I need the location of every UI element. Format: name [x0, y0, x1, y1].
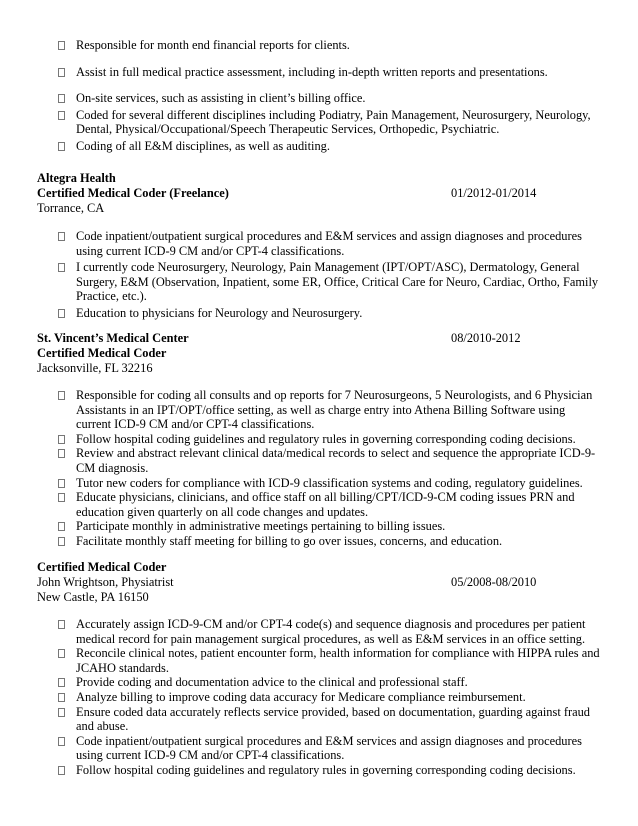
bullet-box-icon — [58, 41, 65, 50]
bullet-box-icon — [58, 94, 65, 103]
list-item: Coding of all E&M disciplines, as well as auditing. — [58, 139, 603, 154]
list-item: Assist in full medical practice assessment, including in-depth written reports and presentations. — [58, 65, 603, 80]
bullet-box-icon — [58, 493, 65, 502]
list-item: Follow hospital coding guidelines and regulatory rules in governing corresponding coding decisions. — [58, 432, 603, 447]
list-item: Responsible for coding all consults and op reports for 7 Neurosurgeons, 5 Neurologists, and 6 Physician Assistants in an IPT/OPT/office setting, as well as charge entry into Athena Billing Software using current ICD-9 CM and/or CPT-4 classifications. — [58, 388, 603, 432]
job-employer-line — [37, 575, 617, 590]
bullet-box-icon — [58, 479, 65, 488]
list-item: Analyze billing to improve coding data accuracy for Medicare compliance reimbursement. — [58, 690, 603, 705]
bullet-box-icon — [58, 232, 65, 241]
list-item: Code inpatient/outpatient surgical procedures and E&M services and assign diagnoses and procedures using current ICD-9 CM and/or CPT-4 classifications. — [58, 229, 603, 258]
bullet-box-icon — [58, 309, 65, 318]
list-item: Ensure coded data accurately reflects service provided, based on documentation, guarding against fraud and abuse. — [58, 705, 603, 734]
list-item: Tutor new coders for compliance with ICD-9 classification systems and coding, regulatory guidelines. — [58, 476, 603, 491]
list-item: Review and abstract relevant clinical data/medical records to select and sequence the appropriate ICD-9-CM diagnosis. — [58, 446, 603, 475]
job-dates: 01/2012-01/2014 — [451, 186, 537, 200]
list-item: Education to physicians for Neurology and Neurosurgery. — [58, 306, 603, 321]
job-title: Certified Medical Coder — [37, 346, 167, 360]
bullet-box-icon — [58, 68, 65, 77]
job-bullet-list-altegra — [58, 229, 603, 321]
job-bullet-list-wrightson — [58, 617, 603, 778]
list-item: On-site services, such as assisting in client’s billing office. — [58, 91, 603, 106]
list-item: Coded for several different disciplines including Podiatry, Pain Management, Neurosurgery, Neurology, Dental, Physical/Occupational/Speech Therapeutic Services, Orthopedic, Psychiatric. — [58, 108, 603, 137]
job-dates: 08/2010-2012 — [451, 331, 521, 345]
bullet-box-icon — [58, 391, 65, 400]
list-item: Follow hospital coding guidelines and regulatory rules in governing corresponding coding decisions. — [58, 763, 603, 778]
bullet-box-icon — [58, 537, 65, 546]
bullet-box-icon — [58, 766, 65, 775]
list-item: Participate monthly in administrative meetings pertaining to billing issues. — [58, 519, 603, 534]
job-location: Jacksonville, FL 32216 — [37, 361, 153, 375]
employer-name: John Wrightson, Physiatrist — [37, 575, 174, 589]
job-bullet-list-st-vincents — [58, 388, 603, 549]
bullet-box-icon — [58, 678, 65, 687]
list-item: Educate physicians, clinicians, and office staff on all billing/CPT/ICD-9-CM coding issues PRN and education given quarterly on all code changes and updates. — [58, 490, 603, 519]
job-header-wrightson — [37, 560, 617, 605]
bullet-box-icon — [58, 693, 65, 702]
list-item: Facilitate monthly staff meeting for billing to go over issues, concerns, and education. — [58, 534, 603, 549]
list-item: Accurately assign ICD-9-CM and/or CPT-4 code(s) and sequence diagnosis and procedures per patient medical record for pain management surgical procedures, as well as E&M services in an office setting. — [58, 617, 603, 646]
bullet-box-icon — [58, 708, 65, 717]
intro-bullet-list — [58, 38, 603, 154]
list-item: Responsible for month end financial reports for clients. — [58, 38, 603, 53]
list-item: Provide coding and documentation advice to the clinical and professional staff. — [58, 675, 603, 690]
bullet-box-icon — [58, 649, 65, 658]
list-item: Code inpatient/outpatient surgical procedures and E&M services and assign diagnoses and procedures using current ICD-9 CM and/or CPT-4 classifications. — [58, 734, 603, 763]
bullet-box-icon — [58, 737, 65, 746]
company-name: Altegra Health — [37, 171, 116, 185]
job-header-altegra — [37, 171, 617, 216]
company-name: St. Vincent’s Medical Center — [37, 331, 189, 345]
bullet-box-icon — [58, 111, 65, 120]
job-title-line — [37, 331, 617, 346]
job-dates: 05/2008-08/2010 — [451, 575, 537, 589]
job-title: Certified Medical Coder — [37, 560, 167, 574]
job-title: Certified Medical Coder (Freelance) — [37, 186, 229, 200]
bullet-box-icon — [58, 620, 65, 629]
job-header-st-vincents — [37, 331, 617, 376]
bullet-box-icon — [58, 435, 65, 444]
bullet-box-icon — [58, 522, 65, 531]
job-title-line — [37, 186, 617, 201]
job-location: Torrance, CA — [37, 201, 105, 215]
list-item: Reconcile clinical notes, patient encounter form, health information for compliance with HIPPA rules and JCAHO standards. — [58, 646, 603, 675]
bullet-box-icon — [58, 263, 65, 272]
job-location: New Castle, PA 16150 — [37, 590, 149, 604]
bullet-box-icon — [58, 449, 65, 458]
bullet-box-icon — [58, 142, 65, 151]
list-item: I currently code Neurosurgery, Neurology, Pain Management (IPT/OPT/ASC), Dermatology, General Surgery, E&M (Observation, Inpatient, some ER, Office, Critical Care for Neuro, Cardiac, Ortho, Family Practice, etc.). — [58, 260, 603, 304]
